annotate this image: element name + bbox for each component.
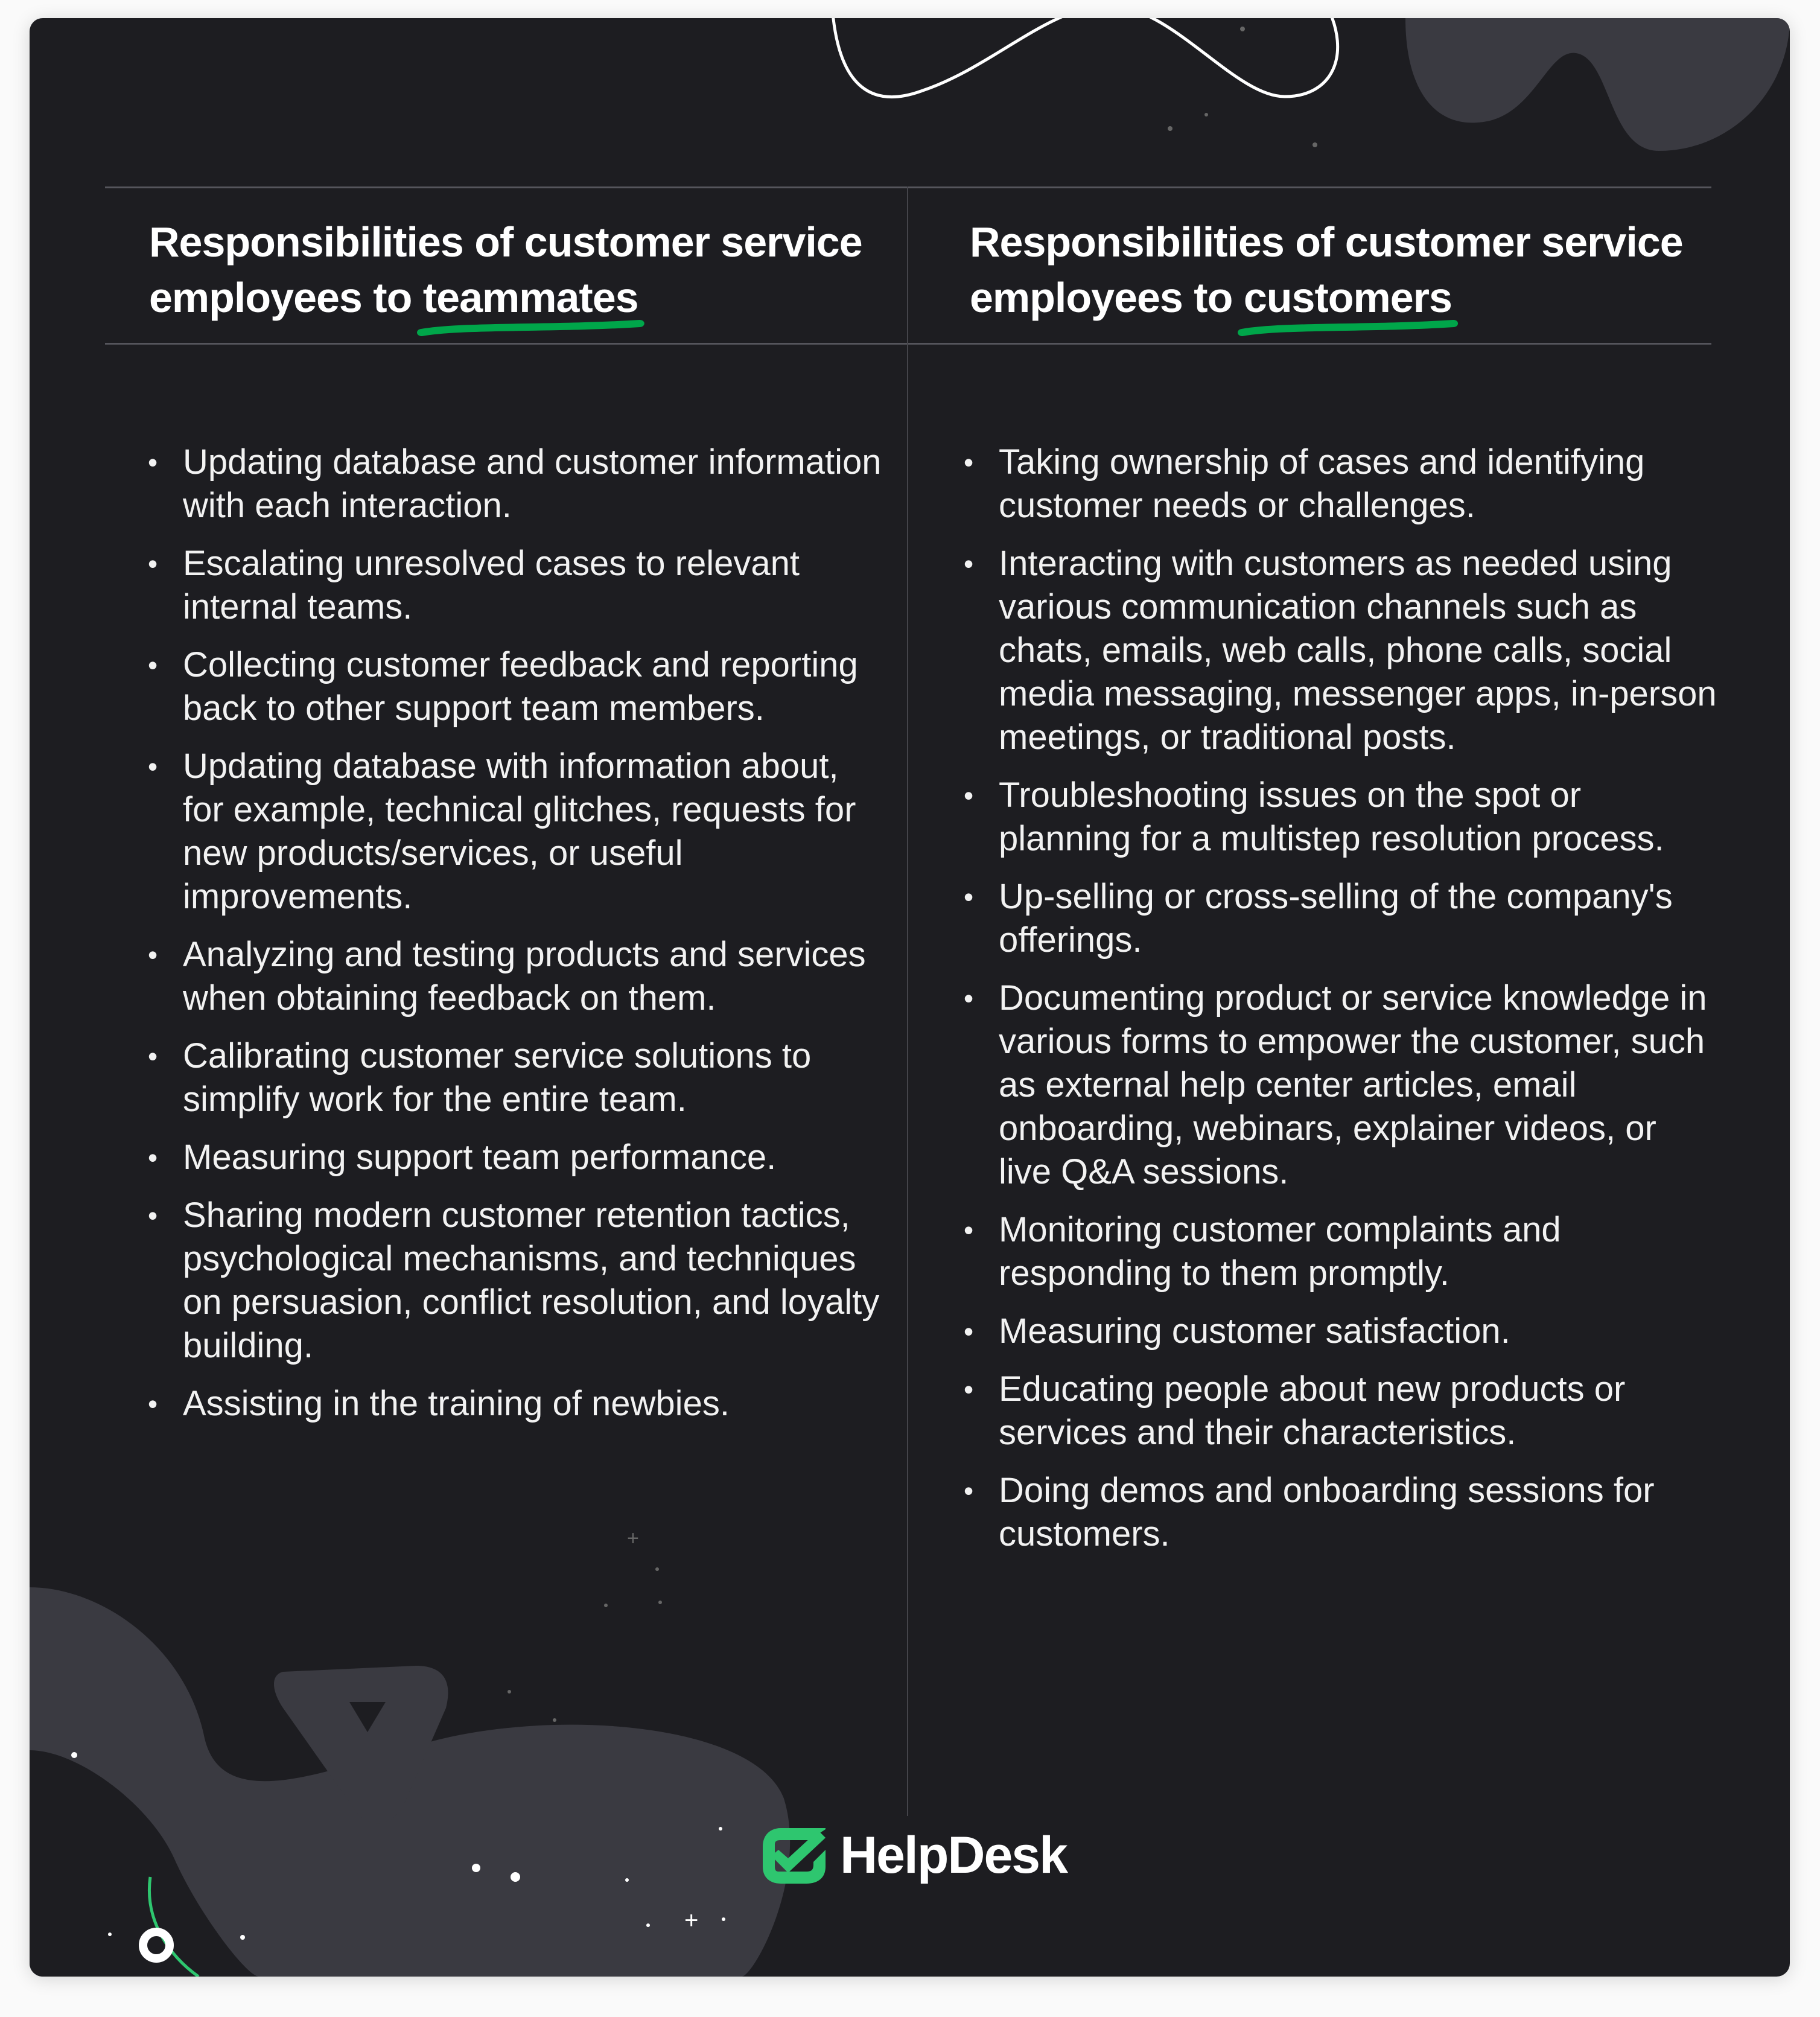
wave-line-top [832,18,1338,97]
column-divider [907,186,908,1816]
heading-highlight [423,270,638,325]
infographic-card [30,18,1790,1977]
heading-text: Responsibilities of customer service employees to [970,218,1683,321]
list-item: • Measuring support team performance. [148,1136,884,1179]
teammates-responsibilities-list [148,441,884,1440]
list-item: • Sharing modern customer retention tactics, psychological mechanisms, and techniques on persuasion, conflict resolution, and loyalty building. [148,1194,884,1368]
table-top-rule [105,186,1711,188]
helpdesk-logo [763,1826,1067,1885]
blob-top-right [1405,18,1790,151]
list-item: • Educating people about new products or services and their characteristics. [964,1368,1718,1455]
list-item: • Updating database with information about, for example, technical glitches, requests for new products/services, or useful improvements. [148,745,884,919]
list-item: • Calibrating customer service solutions to simplify work for the entire team. [148,1034,884,1121]
customers-responsibilities-list [964,441,1718,1570]
list-item: • Monitoring customer complaints and responding to them promptly. [964,1208,1718,1295]
list-item: • Assisting in the training of newbies. [148,1382,884,1426]
heading-text: Responsibilities of customer service employees to [149,218,862,321]
table-header-rule [105,343,1711,345]
list-item: • Doing demos and onboarding sessions for customers. [964,1469,1718,1556]
list-item: • Updating database and customer information with each interaction. [148,441,884,527]
list-item: • Taking ownership of cases and identifying customer needs or challenges. [964,441,1718,527]
list-item: • Measuring customer satisfaction. [964,1310,1718,1353]
list-item: • Troubleshooting issues on the spot or planning for a multistep resolution process. [964,774,1718,861]
highlight-word: customers [1243,274,1452,321]
list-item: • Analyzing and testing products and services when obtaining feedback on them. [148,933,884,1020]
column-heading-teammates [149,214,873,325]
checkbox-icon [763,1828,827,1884]
list-item: • Collecting customer feedback and reporting back to other support team members. [148,643,884,730]
list-item: • Escalating unresolved cases to relevant internal teams. [148,542,884,629]
heading-highlight [1244,270,1452,325]
highlight-word: teammates [422,274,638,321]
list-item: • Interacting with customers as needed using various communication channels such as chats, emails, web calls, phone calls, social media messaging, messenger apps, in-person meetings, or traditional posts. [964,542,1718,759]
list-item: • Up-selling or cross-selling of the company's offerings. [964,875,1718,962]
column-heading-customers [970,214,1724,325]
green-underline-icon [1238,318,1458,336]
svg-text:+: + [627,1527,639,1550]
logo-text: HelpDesk [840,1826,1067,1884]
green-underline-icon [417,318,644,336]
list-item: • Documenting product or service knowledge in various forms to empower the customer, such as external help center articles, email onboarding, webinars, explainer videos, or live Q&A sessions. [964,977,1718,1194]
svg-text:+: + [684,1907,699,1934]
